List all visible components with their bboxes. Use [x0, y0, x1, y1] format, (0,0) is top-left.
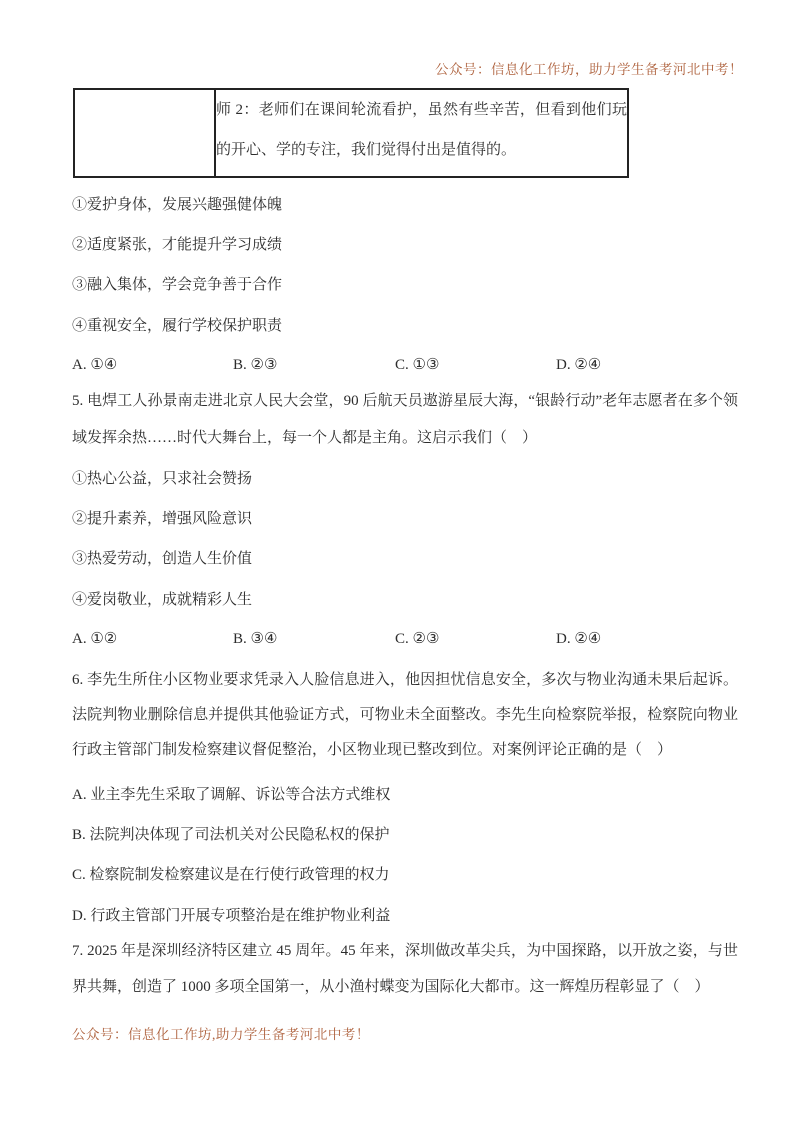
numbered-item-2: ②适度紧张，才能提升学习成绩: [72, 236, 283, 253]
choice-c: C. ①③: [395, 356, 440, 373]
numbered-item-1: ①爱护身体，发展兴趣强健体魄: [72, 196, 283, 213]
question7-stem: 7. 2025 年是深圳经济特区建立 45 周年。45 年来，深圳做改革尖兵，为中国探路，以开放之姿，与世界共舞，创造了 1000 多项全国第一，从小渔村蝶变为国际化大都市。这一辉煌历程彰显了（ ）: [72, 943, 738, 995]
question5-block: [72, 383, 738, 658]
option-c: C. 检察院制发检察建议是在行使行政管理的权力: [72, 867, 390, 884]
choice-d: D. ②④: [556, 356, 602, 373]
option-a: A. 业主李先生采取了调解、诉讼等合法方式维权: [72, 786, 391, 803]
table-row: [74, 89, 628, 177]
numbered-item-2: ②提升素养，增强风险意识: [72, 510, 253, 527]
header-promo-text: 公众号：信息化工作坊，助力学生备考河北中考！: [435, 62, 743, 77]
question6-block: [72, 663, 738, 934]
choice-b: B. ②③: [233, 356, 278, 373]
teacher2-statement-cell: 师 2：老师们在课间轮流看护，虽然有些辛苦，但看到他们玩的开心、学的专注，我们觉得付出是值得的。: [215, 89, 628, 177]
choice-a: A. ①④: [72, 356, 118, 373]
table-empty-cell: [74, 89, 215, 177]
numbered-item-4: ④重视安全，履行学校保护职责: [72, 317, 283, 334]
numbered-item-1: ①热心公益，只求社会赞扬: [72, 470, 253, 487]
choice-b: B. ③④: [233, 630, 278, 647]
option-d: D. 行政主管部门开展专项整治是在维护物业利益: [72, 907, 391, 924]
teacher-dialog-table: [73, 88, 629, 178]
choice-c: C. ②③: [395, 630, 440, 647]
answer-choices-row: [72, 344, 738, 384]
choice-d: D. ②④: [556, 630, 602, 647]
numbered-item-3: ③热爱劳动，创造人生价值: [72, 551, 253, 568]
choice-a: A. ①②: [72, 630, 118, 647]
option-b: B. 法院判决体现了司法机关对公民隐私权的保护: [72, 826, 390, 843]
question6-stem: 6. 李先生所住小区物业要求凭录入人脸信息进入，他因担忧信息安全，多次与物业沟通未果后起诉。法院判物业删除信息并提供其他验证方式，可物业未全面整改。李先生向检察院举报，检察院向物业行政主管部门制发检察建议督促整治，小区物业现已整改到位。对案例评论正确的是（ ）: [72, 672, 738, 758]
question4-options-block: [72, 183, 738, 384]
answer-choices-row: [72, 618, 738, 658]
numbered-item-3: ③融入集体，学会竞争善于合作: [72, 277, 283, 294]
footer-promo-text: 公众号：信息化工作坊,助力学生备考河北中考！: [72, 1027, 370, 1042]
question7-block: [72, 933, 738, 1005]
numbered-item-4: ④爱岗敬业，成就精彩人生: [72, 591, 253, 608]
question5-stem: 5. 电焊工人孙景南走进北京人民大会堂，90 后航天员遨游星辰大海，“银龄行动”老年志愿者在多个领域发挥余热……时代大舞台上，每一个人都是主角。这启示我们（ ）: [72, 393, 738, 446]
